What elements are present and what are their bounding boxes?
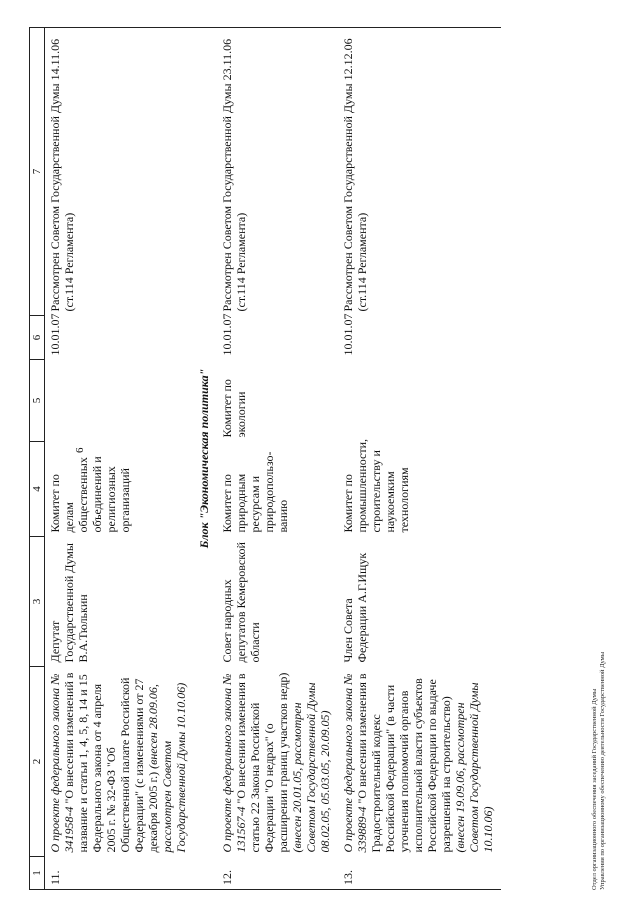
table-row <box>217 28 338 890</box>
co-committee <box>338 360 501 442</box>
row-number: 12. <box>217 857 338 890</box>
co-committee <box>45 360 195 442</box>
bill-author: Совет народных депутатов Кемеровской области <box>220 542 262 663</box>
bill-author: Депутат Государственной Думы В.А.Тюлькин <box>48 543 90 663</box>
footer-line-1: Отдел организационного обеспечения заседаний Государственной Думы <box>591 688 598 890</box>
responsible-committee: Комитет по природным ресурсам и природопользо- ванию <box>220 451 290 533</box>
bill-author: Член Совета Федерации А.Г.Ищук <box>341 552 369 663</box>
header-cell: 4 <box>30 442 45 537</box>
section-row <box>194 28 217 890</box>
status-text: Рассмотрен Советом Государственной Думы 23.11.06 (ст.114 Регламента) <box>217 28 338 316</box>
bill-description <box>217 667 338 857</box>
bill-description <box>45 667 195 857</box>
header-cell: 5 <box>30 360 45 442</box>
deadline-date: 10.01.07 <box>48 313 62 356</box>
header-cell: 1 <box>30 857 45 890</box>
table-row <box>45 28 195 890</box>
bills-table <box>29 27 501 890</box>
header-cell: 7 <box>30 28 45 316</box>
header-cell: 6 <box>30 316 45 360</box>
header-cell: 3 <box>30 537 45 667</box>
header-row <box>30 28 45 890</box>
section-title: Блок "Экономическая политика" <box>194 28 217 890</box>
status-text: Рассмотрен Советом Государственной Думы 14.11.06 (ст.114 Регламента) <box>45 28 195 316</box>
bill-note: (внесен 19.09.06, рассмотрен Советом Государственной Думы 10.10.06) <box>453 682 495 853</box>
responsible-committee: Комитет по промышленности, строительству и наукоемким технологиям <box>341 438 411 533</box>
deadline-date: 10.01.07 <box>220 313 234 356</box>
deadline-date: 10.01.07 <box>341 313 355 356</box>
bill-body: "О внесении изменений в название и статьи 1, 4, 5, 8, 14 и 15 Федерального закона от 4 апреля 2005 г. № 32-ФЗ "Об Общественной палате Российской Федерации" (с изменениями от 27 декабря 2005 г.) <box>62 672 160 853</box>
table-row <box>338 28 501 890</box>
bill-title: О проекте федерального закона № 131567-4 <box>220 673 248 853</box>
bill-title: О проекте федерального закона № 339889-4 <box>341 673 369 853</box>
bill-body: "О внесении изменения в статью 22 Закона Российской Федерации "О недрах" (о расширении границ участков недр) <box>234 672 290 853</box>
bill-body: "О внесении изменения в Градостроительный кодекс Российской Федерации" (в части уточнения полномочий органов исполнительной власти субъектов Российской Федерации по выдаче разрешений на строительство) <box>355 673 453 853</box>
bill-note: (внесен 28.09.06, рассмотрен Советом Государственной Думы 10.10.06) <box>146 682 188 853</box>
row-number: 11. <box>45 857 195 890</box>
footer-line-2: Управления по организационному обеспечению деятельности Государственной Думы <box>599 651 606 890</box>
header-cell: 2 <box>30 667 45 857</box>
row-number: 13. <box>338 857 501 890</box>
bill-description <box>338 667 501 857</box>
page-number: 6 <box>74 447 86 453</box>
bill-title: О проекте федерального закона № 341958-4 <box>48 673 76 853</box>
footer <box>591 652 607 890</box>
co-committee: Комитет по экологии <box>220 379 248 438</box>
bill-note: (внесен 20.01.05, рассмотрен Советом Государственной Думы 08.02.05, 05.03.05, 20.09.05) <box>290 682 332 853</box>
responsible-committee: Комитет по делам общественных объединений и религиозных организаций <box>48 456 132 533</box>
status-text: Рассмотрен Советом Государственной Думы 12.12.06 (ст.114 Регламента) <box>338 28 501 316</box>
